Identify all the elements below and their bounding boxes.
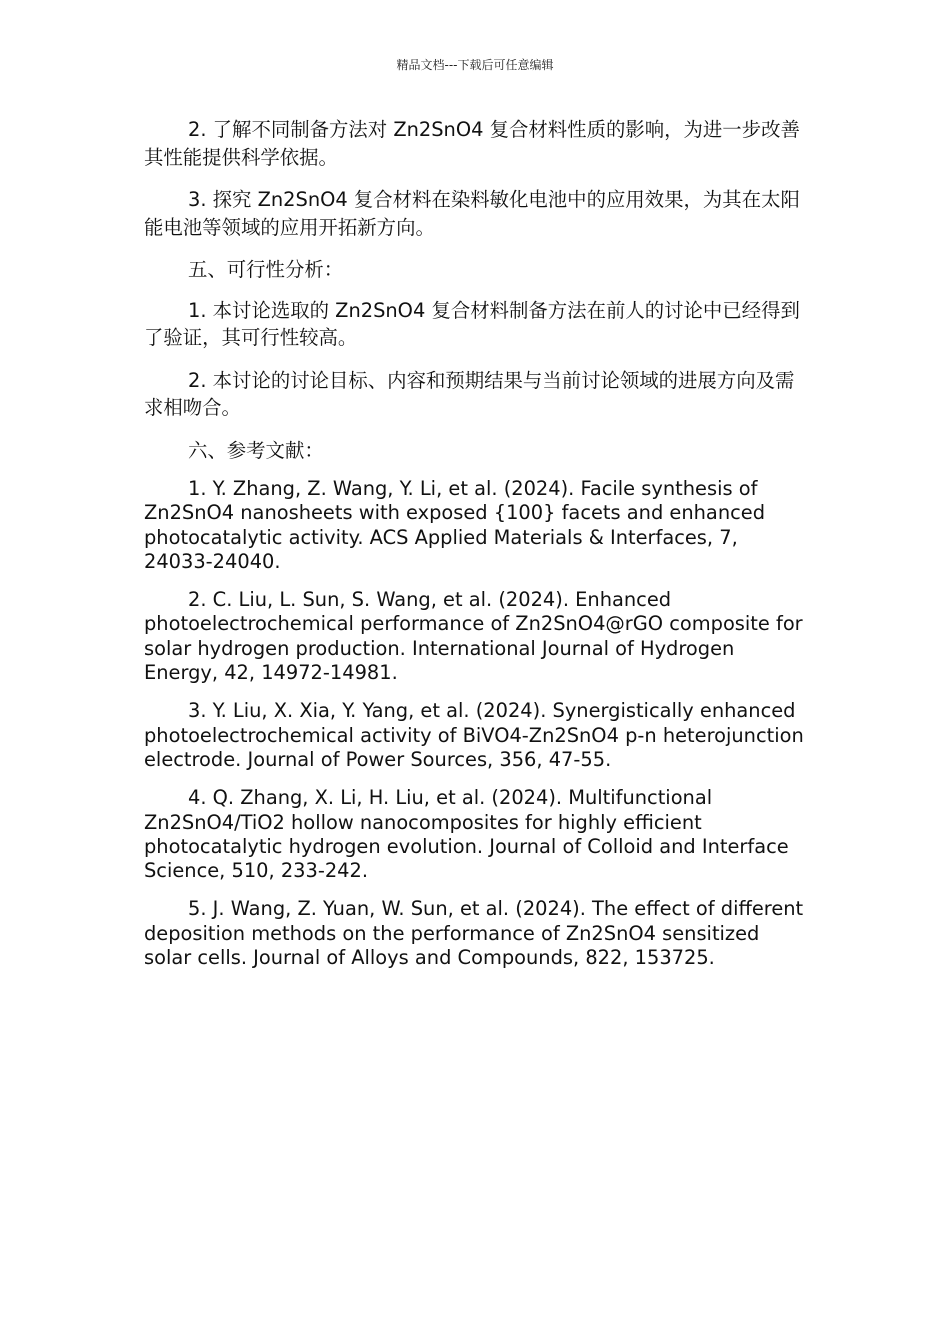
feasibility-heading: 五、可行性分析： bbox=[188, 258, 344, 281]
reference-item-5: 5. J. Wang, Z. Yuan, W. Sun, et al. (2024). The effect of different deposition methods on the performance of Zn2SnO4 sensitized solar cells. Journal of Alloys and Compounds, 822, 153725. bbox=[144, 897, 804, 970]
reference-item-1: 1. Y. Zhang, Z. Wang, Y. Li, et al. (2024). Facile synthesis of Zn2SnO4 nanosheets with exposed {100} facets and enhanced photocatalytic activity. ACS Applied Materials & Interfaces, 7, 24033-24040. bbox=[144, 477, 766, 573]
document-body bbox=[144, 116, 806, 984]
feasibility-item-2: 2. 本讨论的讨论目标、内容和预期结果与当前讨论领域的进展方向及需求相吻合。 bbox=[144, 368, 795, 419]
reference-item-3: 3. Y. Liu, X. Xia, Y. Yang, et al. (2024). Synergistically enhanced photoelectrochemical activity of BiVO4-Zn2SnO4 p-n heterojunction electrode. Journal of Power Sources, 356, 47-55. bbox=[144, 699, 804, 771]
objective-item-2: 2. 了解不同制备方法对 Zn2SnO4 复合材料性质的影响，为进一步改善其性能提供科学依据。 bbox=[144, 118, 800, 169]
page-header: 精品文档---下载后可任意编辑 bbox=[396, 58, 554, 72]
feasibility-item-1: 1. 本讨论选取的 Zn2SnO4 复合材料制备方法在前人的讨论中已经得到了验证，其可行性较高。 bbox=[144, 298, 800, 349]
references-heading: 六、参考文献： bbox=[188, 438, 324, 462]
reference-item-4: 4. Q. Zhang, X. Li, H. Liu, et al. (2024). Multifunctional Zn2SnO4/TiO2 hollow nanocomposites for highly efficient photocatalytic hydrogen evolution. Journal of Colloid and Interface Science, 510, 233-242. bbox=[144, 786, 789, 883]
objective-item-3: 3. 探究 Zn2SnO4 复合材料在染料敏化电池中的应用效果，为其在太阳能电池等领域的应用开拓新方向。 bbox=[144, 188, 800, 239]
reference-item-2: 2. C. Liu, L. Sun, S. Wang, et al. (2024). Enhanced photoelectrochemical performance of Zn2SnO4@rGO composite for solar hydrogen production. International Journal of Hydrogen Energy, 42, 14972-14981. bbox=[144, 588, 803, 685]
